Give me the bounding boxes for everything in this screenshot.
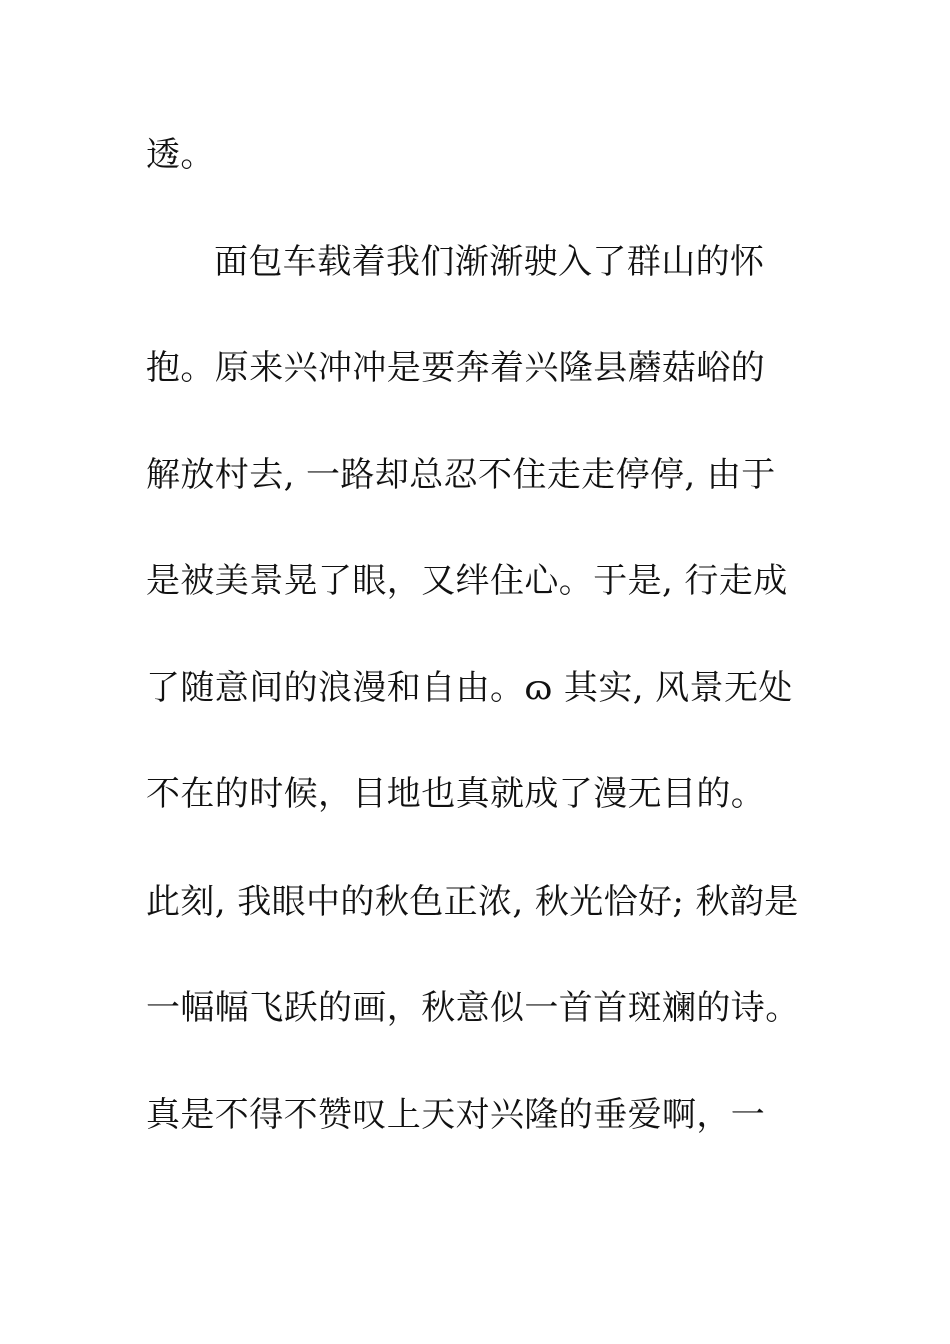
text-line: 一幅幅飞跃的画，秋意似一首首斑斓的诗。 <box>146 988 800 1028</box>
text-line: 透。 <box>146 135 215 175</box>
text-line: 真是不得不赞叹上天对兴隆的垂爱啊，一 <box>146 1095 766 1135</box>
text-line: 解放村去, 一路却总忍不住走走停停, 由于 <box>146 455 776 495</box>
text-line: 此刻, 我眼中的秋色正浓, 秋光恰好; 秋韵是 <box>146 882 799 922</box>
text-line: 抱。原来兴冲冲是要奔着兴隆县蘑菇峪的 <box>146 348 766 388</box>
text-line: 了随意间的浪漫和自由。ɷ 其实, 风景无处 <box>146 668 793 708</box>
paragraph-start-line: 面包车载着我们渐渐驶入了群山的怀 <box>214 242 765 282</box>
text-line: 是被美景晃了眼，又绊住心。于是, 行走成 <box>146 561 788 601</box>
text-line: 不在的时候，目地也真就成了漫无目的。 <box>146 774 766 814</box>
